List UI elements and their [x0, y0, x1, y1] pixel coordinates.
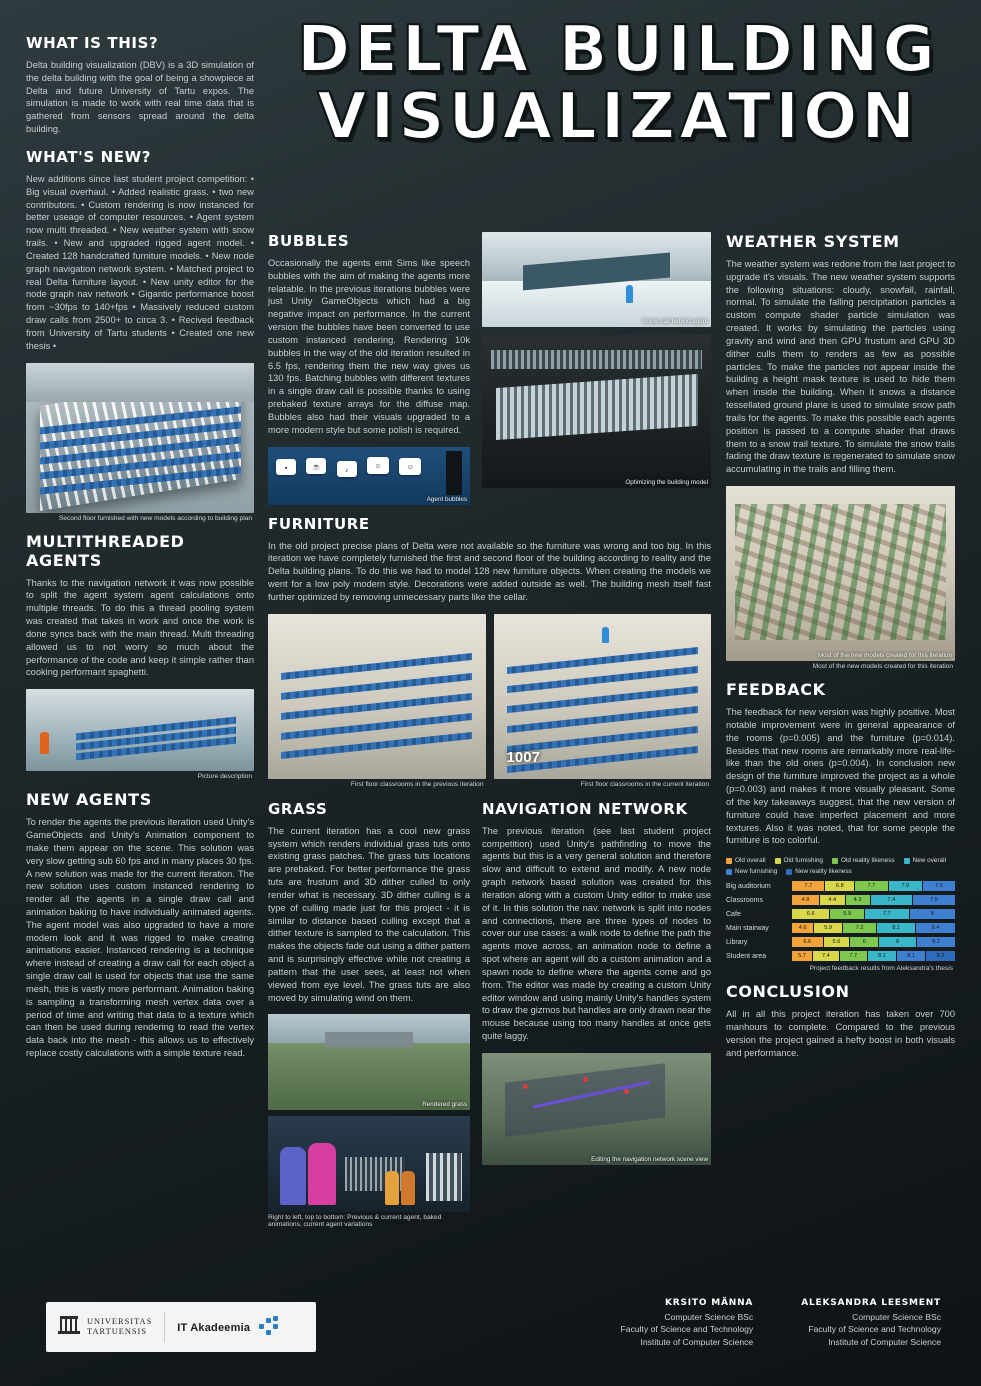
chart-bar-segment: 6	[850, 937, 878, 947]
text-what-is-this: Delta building visualization (DBV) is a 3D simulation of the delta building with the goal of being a showpiece at Delta and future University of Tartu expos. The simulation is made to work with real time data that is gathered from sensors spread around the delta building.	[26, 60, 254, 135]
chart-bar-segment: 8.1	[897, 951, 925, 961]
agent-figure	[626, 285, 633, 303]
caption-snow-trail: Snow trail behind agent	[642, 318, 708, 325]
agent-silhouette	[446, 451, 462, 495]
nav-plane	[505, 1063, 665, 1136]
legend-label: Old furnishing	[783, 857, 823, 865]
text-bubbles: Occasionally the agents emit Sims like speech bubbles with the aim of making the agents more relatable. In the previous iterations bubbles were just Unity GameObjects which had a big negative impact on performance. In the current version the bubbles have been converted to use custom instanced rendering. Rendering 10k bubbles in the way of the old iteration resulted in 6.5 fps, rendering them the new way gives us 130 fps. Batching bubbles with different textures in a single draw call is possible thanks to using prebaked texture arrays for the diffuse map. Bubbles also had their visuals upgraded to a more modern style but some polish is required.	[268, 258, 470, 435]
chart-bar-row	[726, 951, 955, 961]
chart-bar-row	[726, 909, 955, 919]
chart-bar-row	[726, 895, 955, 905]
chart-bar-segment: 5.9	[830, 909, 863, 919]
chart-bar-segment: 5.6	[824, 937, 850, 947]
image-first-floor-current	[494, 614, 712, 779]
page-title	[268, 13, 968, 154]
footer	[0, 1296, 981, 1372]
chart-bar-segment: 6.6	[792, 937, 823, 947]
image-agent-bubbles	[268, 447, 470, 505]
chart-bar-segment: 8.4	[916, 923, 955, 933]
university-logo	[58, 1314, 152, 1340]
chart-bar-segment: 8.1	[868, 951, 896, 961]
render-rows	[26, 363, 254, 513]
heading-whats-new: WHAT'S NEW?	[26, 147, 152, 166]
chart-bar-row	[726, 937, 955, 947]
heading-feedback: FEEDBACK	[726, 680, 826, 700]
agent-figure	[602, 627, 609, 643]
agent-figure	[192, 372, 199, 388]
chart-bar-label: Big auditorium	[726, 882, 771, 890]
chart-bar-label: Classrooms	[726, 896, 763, 904]
chart-bar-track	[792, 937, 955, 947]
speech-bubble: ▪	[276, 459, 296, 475]
title-line-2: VISUALIZATION	[317, 79, 919, 154]
text-new-agents: To render the agents the previous iteration used Unity's GameObjects and Unity's Animation component to make them appear on the scene. This solution was very slow getting sub 60 fps and in many places 30 fps. A new solution was made for the current iteration. The new solution uses custom instanced rendering to render all the agents in a single draw call and animation baking to have individually animated agents. The agent model was also upgraded to have a more modern look and it was rigged to make creating animations easier. Instanced rendering is a technique where instead of creating a draw call for each object a single draw call is used for objects that use the same mesh, this is vastly more performant. Animation baking is sampling a transforming mesh vertex data over a period of time and writing that data to a texture which can then be used during rendering to read the vertex data back into the mesh - this allows us to effectively replace costly calculations with a simple texture read.	[26, 817, 254, 1059]
caption-picture-description: Picture description	[197, 773, 252, 781]
author-1	[621, 1298, 754, 1348]
caption-first-floor-previous: First floor classrooms in the previous iteration	[350, 780, 484, 788]
chart-bar-segment: 7.7	[840, 951, 867, 961]
render-rows	[26, 689, 254, 771]
author-name: KRSITO MÄNNA	[664, 1298, 754, 1308]
caption-new-models: Most of the new models created for this iteration	[817, 652, 952, 660]
speech-bubble: ♪	[337, 461, 357, 477]
heading-what-is-this: WHAT IS THIS?	[26, 34, 159, 52]
image-picture-description	[26, 689, 254, 771]
chart-bar-segment: 7.6	[923, 881, 955, 891]
wireframe-top	[491, 350, 702, 368]
agent-texture-atlas	[426, 1153, 462, 1201]
image-snow-trail	[482, 232, 711, 327]
university-crest-icon	[58, 1314, 80, 1340]
agent-figure	[181, 372, 188, 388]
chart-bar-row	[726, 923, 955, 933]
chart-bar-segment: 8.2	[917, 937, 955, 947]
university-logo-text	[87, 1317, 152, 1338]
caption-nav-editor: Editing the navigation network scene view	[591, 1155, 708, 1163]
agent-variation	[385, 1171, 399, 1205]
legend-item	[726, 857, 766, 864]
chart-bar-track	[792, 951, 955, 961]
author-2	[801, 1298, 941, 1348]
heading-furniture: FURNITURE	[268, 514, 370, 533]
it-academy-label: IT Akadeemia	[177, 1322, 251, 1335]
author-line: Computer Science BSc	[664, 1312, 754, 1322]
chart-bar-row	[726, 881, 955, 891]
chart-bar-segment: 7.9	[889, 881, 922, 891]
chart-bar-segment: 6.6	[792, 909, 829, 919]
chart-bar-segment: 7.4	[871, 895, 912, 905]
image-agent-variations	[268, 1116, 470, 1212]
chart-bar-segment: 4.8	[792, 895, 819, 905]
chart-bar-segment: 7.7	[855, 881, 887, 891]
chart-bar-segment: 8.2	[926, 951, 955, 961]
chart-bar-label: Library	[726, 938, 748, 946]
it-academy-logo	[177, 1316, 280, 1338]
author-line: Faculty of Science and Technology	[620, 1324, 754, 1335]
caption-new-models-text: Most of the new models created for this iteration	[812, 663, 953, 671]
text-multithreaded-agents: Thanks to the navigation network it was now possible to split the agent system agent calculations onto multiple threads. To do this a thread pooling system was created that takes in work and once the work is done syncs back with the main thread. Multi threading allowed us to not worry so much about the performance of the code and keep it simple rather than cooking performant spaghetti.	[26, 577, 254, 678]
image-second-floor-render	[26, 363, 254, 513]
title-line-1: DELTA BUILDING	[297, 13, 939, 87]
chart-bar-segment: 8	[879, 937, 916, 947]
heading-navigation-network: NAVIGATION NETWORK	[482, 799, 688, 818]
image-optimizing-model	[482, 335, 711, 488]
chart-bar-segment: 8.1	[877, 923, 915, 933]
logo-bar	[46, 1302, 316, 1352]
legend-label: New furnishing	[735, 868, 778, 876]
caption-agent-bubbles: Agent bubbles	[426, 495, 467, 503]
caption-rendered-grass: Rendered grass	[422, 1101, 467, 1109]
legend-swatch	[726, 858, 732, 864]
speech-bubble: ☕	[306, 458, 326, 474]
legend-swatch	[726, 869, 732, 875]
agent-model-previous	[280, 1147, 306, 1205]
heading-conclusion: CONCLUSION	[726, 982, 850, 1002]
heading-bubbles: BUBBLES	[268, 232, 350, 250]
legend-item	[775, 857, 823, 864]
image-nav-editor	[482, 1053, 711, 1165]
logo-divider	[164, 1312, 165, 1342]
right-column	[726, 232, 955, 1070]
text-navigation-network: The previous iteration (see last student project competition) used Unity's pathfinding to move the agents but this is a very general solution and therefore slow and difficult to extend and modify. A new node graph network based solution was created for this iteration along with a custom Unity editor to make use of it. In this solution the nav. network is split into nodes and connections, there are three types of nodes to cover our use cases: a walk node to define the path the agents move across, an animation node to define a spot where an agent will do a custom animation and a spawn node to define where the agents come and go from. The editor was made by creating a custom Unity editor window and using mainly Unity's handles system to draw the gizmos but handles are only drawn near the mouse because using too many handles at once gets quite laggy.	[482, 825, 711, 1041]
legend-label: Old reality likeness	[840, 857, 895, 865]
legend-item	[832, 857, 895, 864]
text-furniture: In the old project precise plans of Delta were not available so the furniture was wrong and too big. In this iteration we have completely furnished the first and second floor of the building according to reality and the Delta building plans. To do this we had to model 128 new furniture objects. When creating the models we went for a low poly modern style. Decorations were added outside as well. The building mesh itself fast further optimized by removing unnecessary parts like the cellar.	[268, 540, 711, 602]
chart-bar-label: Cafe	[726, 910, 741, 918]
heading-multithreaded-agents: MULTITHREADED AGENTS	[26, 531, 185, 570]
chart-bar-segment: 5.7	[792, 951, 812, 961]
legend-swatch	[832, 858, 838, 864]
legend-label: New overall	[912, 857, 947, 865]
caption-agent-variations: Right to left, top to bottom: Previous & current agent, baked animations, current agent variations	[268, 1214, 442, 1229]
chart-bar-segment: 7.5	[913, 895, 955, 905]
agent-figure	[204, 372, 211, 388]
text-whats-new: New additions since last student project competition: • Big visual overhaul. • Added realistic grass. • two new contributors. • Custom rendering is now instanced for better useage of computer resources. • Agent system now multi threaded. • New weather system with snow trails. • New and upgraded rigged agent model. • Created 128 handcrafted furniture models. • New node graph navigation network system. • Matched project to real Delta furniture layout. • New unity editor for the node graph nav network • Gigantic performance boost from ~30fps to 140+fps • Massively reduced custom draw calls from 2500+ to circa 3. • Recived feedback from University of Tartu students • Created one new thesis •	[26, 173, 254, 351]
agent-model-current	[308, 1143, 336, 1205]
university-line-1: UNIVERSITAS	[87, 1316, 153, 1326]
chart-bar-track	[792, 895, 955, 905]
chart-bar-segment: 7.7	[865, 909, 909, 919]
chart-bar-label: Student area	[726, 952, 767, 960]
chart-bar-segment: 7.2	[843, 923, 876, 933]
agent-figure	[40, 732, 49, 754]
left-column	[26, 34, 254, 1070]
author-line: Computer Science BSc	[852, 1312, 941, 1322]
speech-bubble: ☺	[367, 457, 389, 474]
chart-bar-segment: 5.9	[814, 923, 841, 933]
speech-bubble: ☺	[399, 458, 421, 475]
wireframe-building	[496, 374, 698, 440]
caption-optimizing: Optimizing the building model	[625, 479, 708, 486]
caption-first-floor-current: First floor classrooms in the current iteration	[580, 780, 709, 788]
image-new-models	[726, 486, 955, 661]
chart-bar-segment: 4.6	[792, 923, 813, 933]
chart-bar-label: Main stairway	[726, 924, 769, 932]
room-number-label: 1007	[506, 748, 540, 766]
building	[325, 1032, 414, 1047]
chart-bar-segment: 6.8	[825, 881, 854, 891]
furniture-models-grid	[735, 504, 946, 641]
authors	[621, 1298, 941, 1348]
author-line: Faculty of Science and Technology	[808, 1324, 941, 1335]
university-line-2: TARTUENSIS	[87, 1327, 148, 1336]
legend-swatch	[775, 858, 781, 864]
agent-variation	[401, 1171, 415, 1205]
chart-bar-segment: 7.4	[813, 951, 839, 961]
render-rows	[268, 614, 486, 779]
image-first-floor-previous	[268, 614, 486, 779]
image-rendered-grass	[268, 1014, 470, 1110]
chart-bar-track	[792, 909, 955, 919]
legend-label: New reality likeness	[795, 868, 852, 876]
chart-bars	[726, 881, 955, 961]
middle-column	[268, 232, 711, 1238]
author-line: Institute of Computer Science	[640, 1336, 754, 1347]
text-conclusion: All in all this project iteration has taken over 700 manhours to complete. Compared to the previous version the project gained a hefty boost in both visuals and performance.	[726, 1009, 955, 1058]
legend-label: Old overall	[735, 857, 766, 865]
caption-second-floor: Second floor furnished with new models according to building plan	[58, 514, 252, 522]
author-line: Institute of Computer Science	[828, 1336, 941, 1347]
chart-bar-segment: 7.7	[792, 881, 824, 891]
it-academy-icon	[259, 1316, 281, 1338]
chart-bar-track	[792, 881, 955, 891]
chart-legend	[726, 857, 955, 875]
chart-bar-segment: 4.3	[846, 895, 870, 905]
chart-bar-segment: 8	[910, 909, 955, 919]
heading-grass: GRASS	[268, 799, 328, 818]
feedback-chart	[726, 857, 955, 972]
heading-weather-system: WEATHER SYSTEM	[726, 232, 900, 251]
text-grass: The current iteration has a cool new grass system which renders individual grass tuts onto existing grass patches. The grass tuts locations are prebaked. For better performance the grass tuts are frustum and 3D dither culled to only render what is necessary. 3D dither culling is a type of culling made just for this project - it is similar to distance based culling except that a dither texture is sampled to the calculation. This makes the objects fade out using a dither pattern and is surprisingly effective while not creating a pattern that the user sees, at least not when viewed from eye level. The grass tuts are also moved by simulating wind on them.	[268, 825, 470, 1003]
caption-chart: Project feedback results from Aleksandra's thesis	[809, 965, 953, 973]
heading-new-agents: NEW AGENTS	[26, 790, 152, 810]
author-name: ALEKSANDRA LEESMENT	[801, 1298, 941, 1308]
chart-bar-segment: 4.4	[820, 895, 845, 905]
legend-item	[904, 857, 946, 864]
nav-node	[624, 1089, 629, 1094]
legend-item	[726, 868, 777, 875]
legend-item	[786, 868, 851, 875]
text-feedback: The feedback for new version was highly positive. Most notable improvement were in general appearance of the rooms (p=0.005) and the furniture (p=0.014). Besides that new rooms are remarkably more real-life-like than the old ones (p=0.004). In conclusion new design of the furniture improved the project as a whole (p=0.003) and makes it more visually pleasant. Some of the key takeaways suggest, that the new version of furniture could have imperfect placement and more textures. Also it was noted, that for some people the furniture is too colorful.	[726, 707, 955, 846]
legend-swatch	[786, 869, 792, 875]
chart-bar-track	[792, 923, 955, 933]
legend-swatch	[904, 858, 910, 864]
text-weather-system: The weather system was redone from the last project to upgrade it's visuals. The new weather system supports the following situations: cloudy, snowfall, rainfall, normal. To simulate the falling percipitation particles a custom compute shader particle simulation was created. It works by simulating the particles using gravity and wind and then GPU frustum and GPU 3D dither culls them to renders as few as possible particles. To make the particles not appear inside the building a height mask texture is used to hide them when inside the building. When it snows a distance tessellated ground plane is used to simulate snow path trails for the agents. To make this possible each agents position is passed to a compute shader that draws them to a snow trail texture. To simulate the snow trails fading the draw texture is regenerated to simulate snow accumulating in the trails and filling them.	[726, 259, 955, 475]
